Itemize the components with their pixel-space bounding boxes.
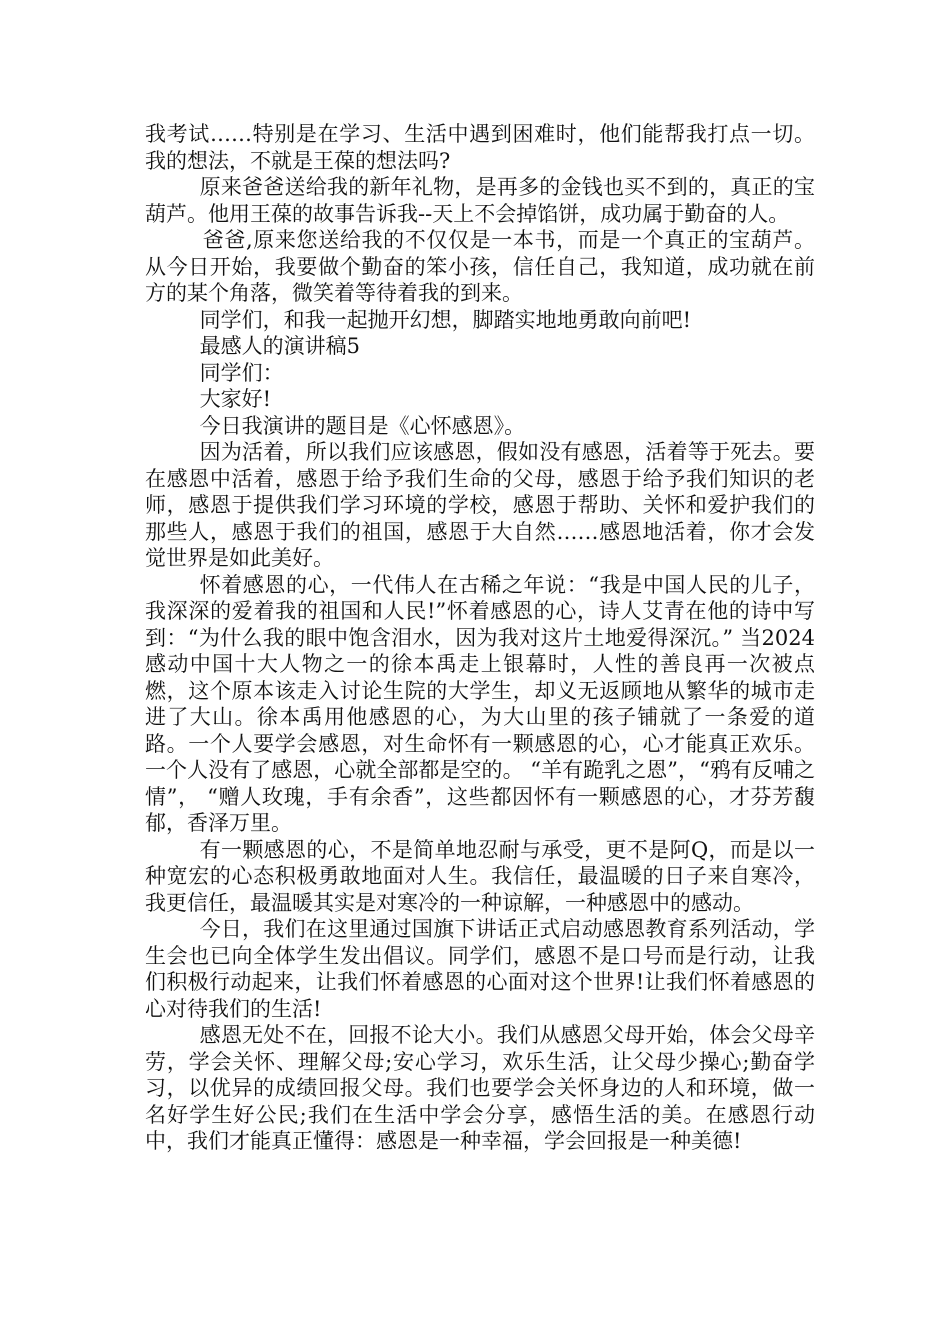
paragraph-tolerant-attitude: 有一颗感恩的心，不是简单地忍耐与承受，更不是阿Q，而是以一种宽宏的心态积极勇敢地面对人生。我信任，最温暖的日子来自寒冷，我更信任，最温暖其实是对寒冷的一种谅解，一种感恩中的感动。 (145, 837, 815, 915)
paragraph-campaign-launch: 今日，我们在这里通过国旗下讲话正式启动感恩教育系列活动，学生会也已向全体学生发出倡议。同学们，感恩不是口号而是行动，让我们积极行动起来，让我们怀着感恩的心面对这个世界!让我们怀着感恩的心对待我们的生活! (145, 917, 815, 1021)
paragraph-live-with-gratitude: 因为活着，所以我们应该感恩，假如没有感恩，活着等于死去。要在感恩中活着，感恩于给予我们生命的父母，感恩于给予我们知识的老师，感恩于提供我们学习环境的学校，感恩于帮助、关怀和爱护我们的那些人，感恩于我们的祖国，感恩于大自然……感恩地活着，你才会发觉世界是如此美好。 (145, 440, 815, 570)
speech-title: 最感人的演讲稿5 (199, 334, 360, 358)
greeting-classmates: 同学们： (199, 360, 284, 385)
paragraph-father-book: 爸爸,原来您送给我的不仅仅是一本书，而是一个真正的宝葫芦。从今日开始，我要做个勤奋的笨小孩，信任自己，我知道，成功就在前方的某个角落，微笑着等待着我的到来。 (145, 228, 815, 305)
paragraph-gratitude-everywhere: 感恩无处不在，回报不论大小。我们从感恩父母开始，体会父母辛劳，学会关怀、理解父母;安心学习，欢乐生活，让父母少操心;勤奋学习，以优异的成绩回报父母。我们也要学会关怀身边的人和环境，做一名好学生好公民;我们在生活中学会分享，感悟生活的美。在感恩行动中，我们才能真正懂得：感恩是一种幸福，学会回报是一种美德! (145, 1023, 815, 1153)
document-body (145, 121, 815, 1155)
paragraph-call-to-action: 同学们，和我一起抛开幻想，脚踏实地地勇敢向前吧! (199, 307, 692, 332)
speech-topic: 今日我演讲的题目是《心怀感恩》。 (199, 413, 526, 438)
paragraph-grateful-heart-examples: 怀着感恩的心，一代伟人在古稀之年说：“我是中国人民的儿子，我深深的爱着我的祖国和人民!”怀着感恩的心，诗人艾青在他的诗中写到：“为什么我的眼中饱含泪水，因为我对这片土地爱得深沉。” 当2024感动中国十大人物之一的徐本禹走上银幕时，人性的善良再一次被点燃，这个原本该走入讨论生院的大学生，却义无返顾地从繁华的城市走进了大山。徐本禹用他感恩的心，为大山里的孩子铺就了一条爱的道路。一个人要学会感恩，对生命怀有一颗感恩的心，心才能真正欢乐。一个人没有了感恩，心就全部都是空的。 “羊有跪乳之恩”，“鸦有反哺之情”， “赠人玫瑰，手有余香”，这些都因怀有一颗感恩的心，才芬芳馥郁，香泽万里。 (145, 572, 815, 835)
paragraph-continuation: 我考试……特别是在学习、生活中遇到困难时，他们能帮我打点一切。我的想法，不就是王葆的想法吗? (145, 122, 815, 173)
greeting-everyone: 大家好! (199, 387, 272, 411)
paragraph-new-year-gift: 原来爸爸送给我的新年礼物，是再多的金钱也买不到的，真正的宝葫芦。他用王葆的故事告诉我--天上不会掉馅饼，成功属于勤奋的人。 (145, 175, 815, 226)
